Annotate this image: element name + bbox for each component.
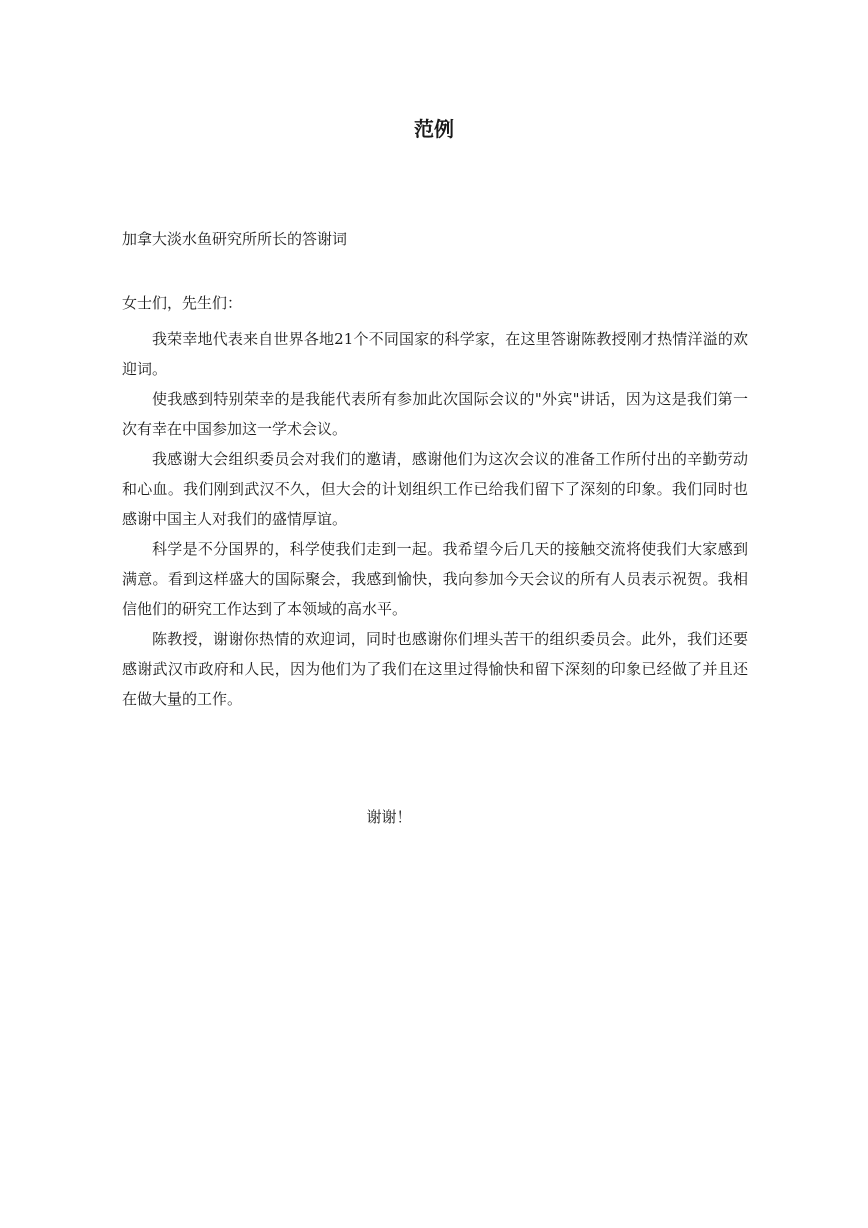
paragraph-3: 我感谢大会组织委员会对我们的邀请，感谢他们为这次会议的准备工作所付出的辛勤劳动和心血。我们刚到武汉不久，但大会的计划组织工作已给我们留下了深刻的印象。我们同时也感谢中国主人对我们的盛情厚谊。 [122, 450, 748, 528]
speech-body [122, 324, 748, 714]
paragraph-4: 科学是不分国界的，科学使我们走到一起。我希望今后几天的接触交流将使我们大家感到满意。看到这样盛大的国际聚会，我感到愉快，我向参加今天会议的所有人员表示祝贺。我相信他们的研究工作达到了本领域的高水平。 [122, 540, 748, 618]
salutation: 女士们，先生们： [122, 294, 243, 312]
paragraph-1: 我荣幸地代表来自世界各地21个不同国家的科学家，在这里答谢陈教授刚才热情洋溢的欢迎词。 [122, 330, 748, 378]
paragraph-2: 使我感到特别荣幸的是我能代表所有参加此次国际会议的"外宾"讲话，因为这是我们第一次有幸在中国参加这一学术会议。 [122, 390, 748, 438]
document-title: 范例 [414, 117, 454, 141]
speech-subtitle: 加拿大淡水鱼研究所所长的答谢词 [122, 230, 348, 248]
paragraph-5: 陈教授，谢谢你热情的欢迎词，同时也感谢你们埋头苦干的组织委员会。此外，我们还要感谢武汉市政府和人民，因为他们为了我们在这里过得愉快和留下深刻的印象已经做了并且还在做大量的工作。 [122, 630, 748, 708]
closing-thanks: 谢谢！ [366, 808, 412, 826]
